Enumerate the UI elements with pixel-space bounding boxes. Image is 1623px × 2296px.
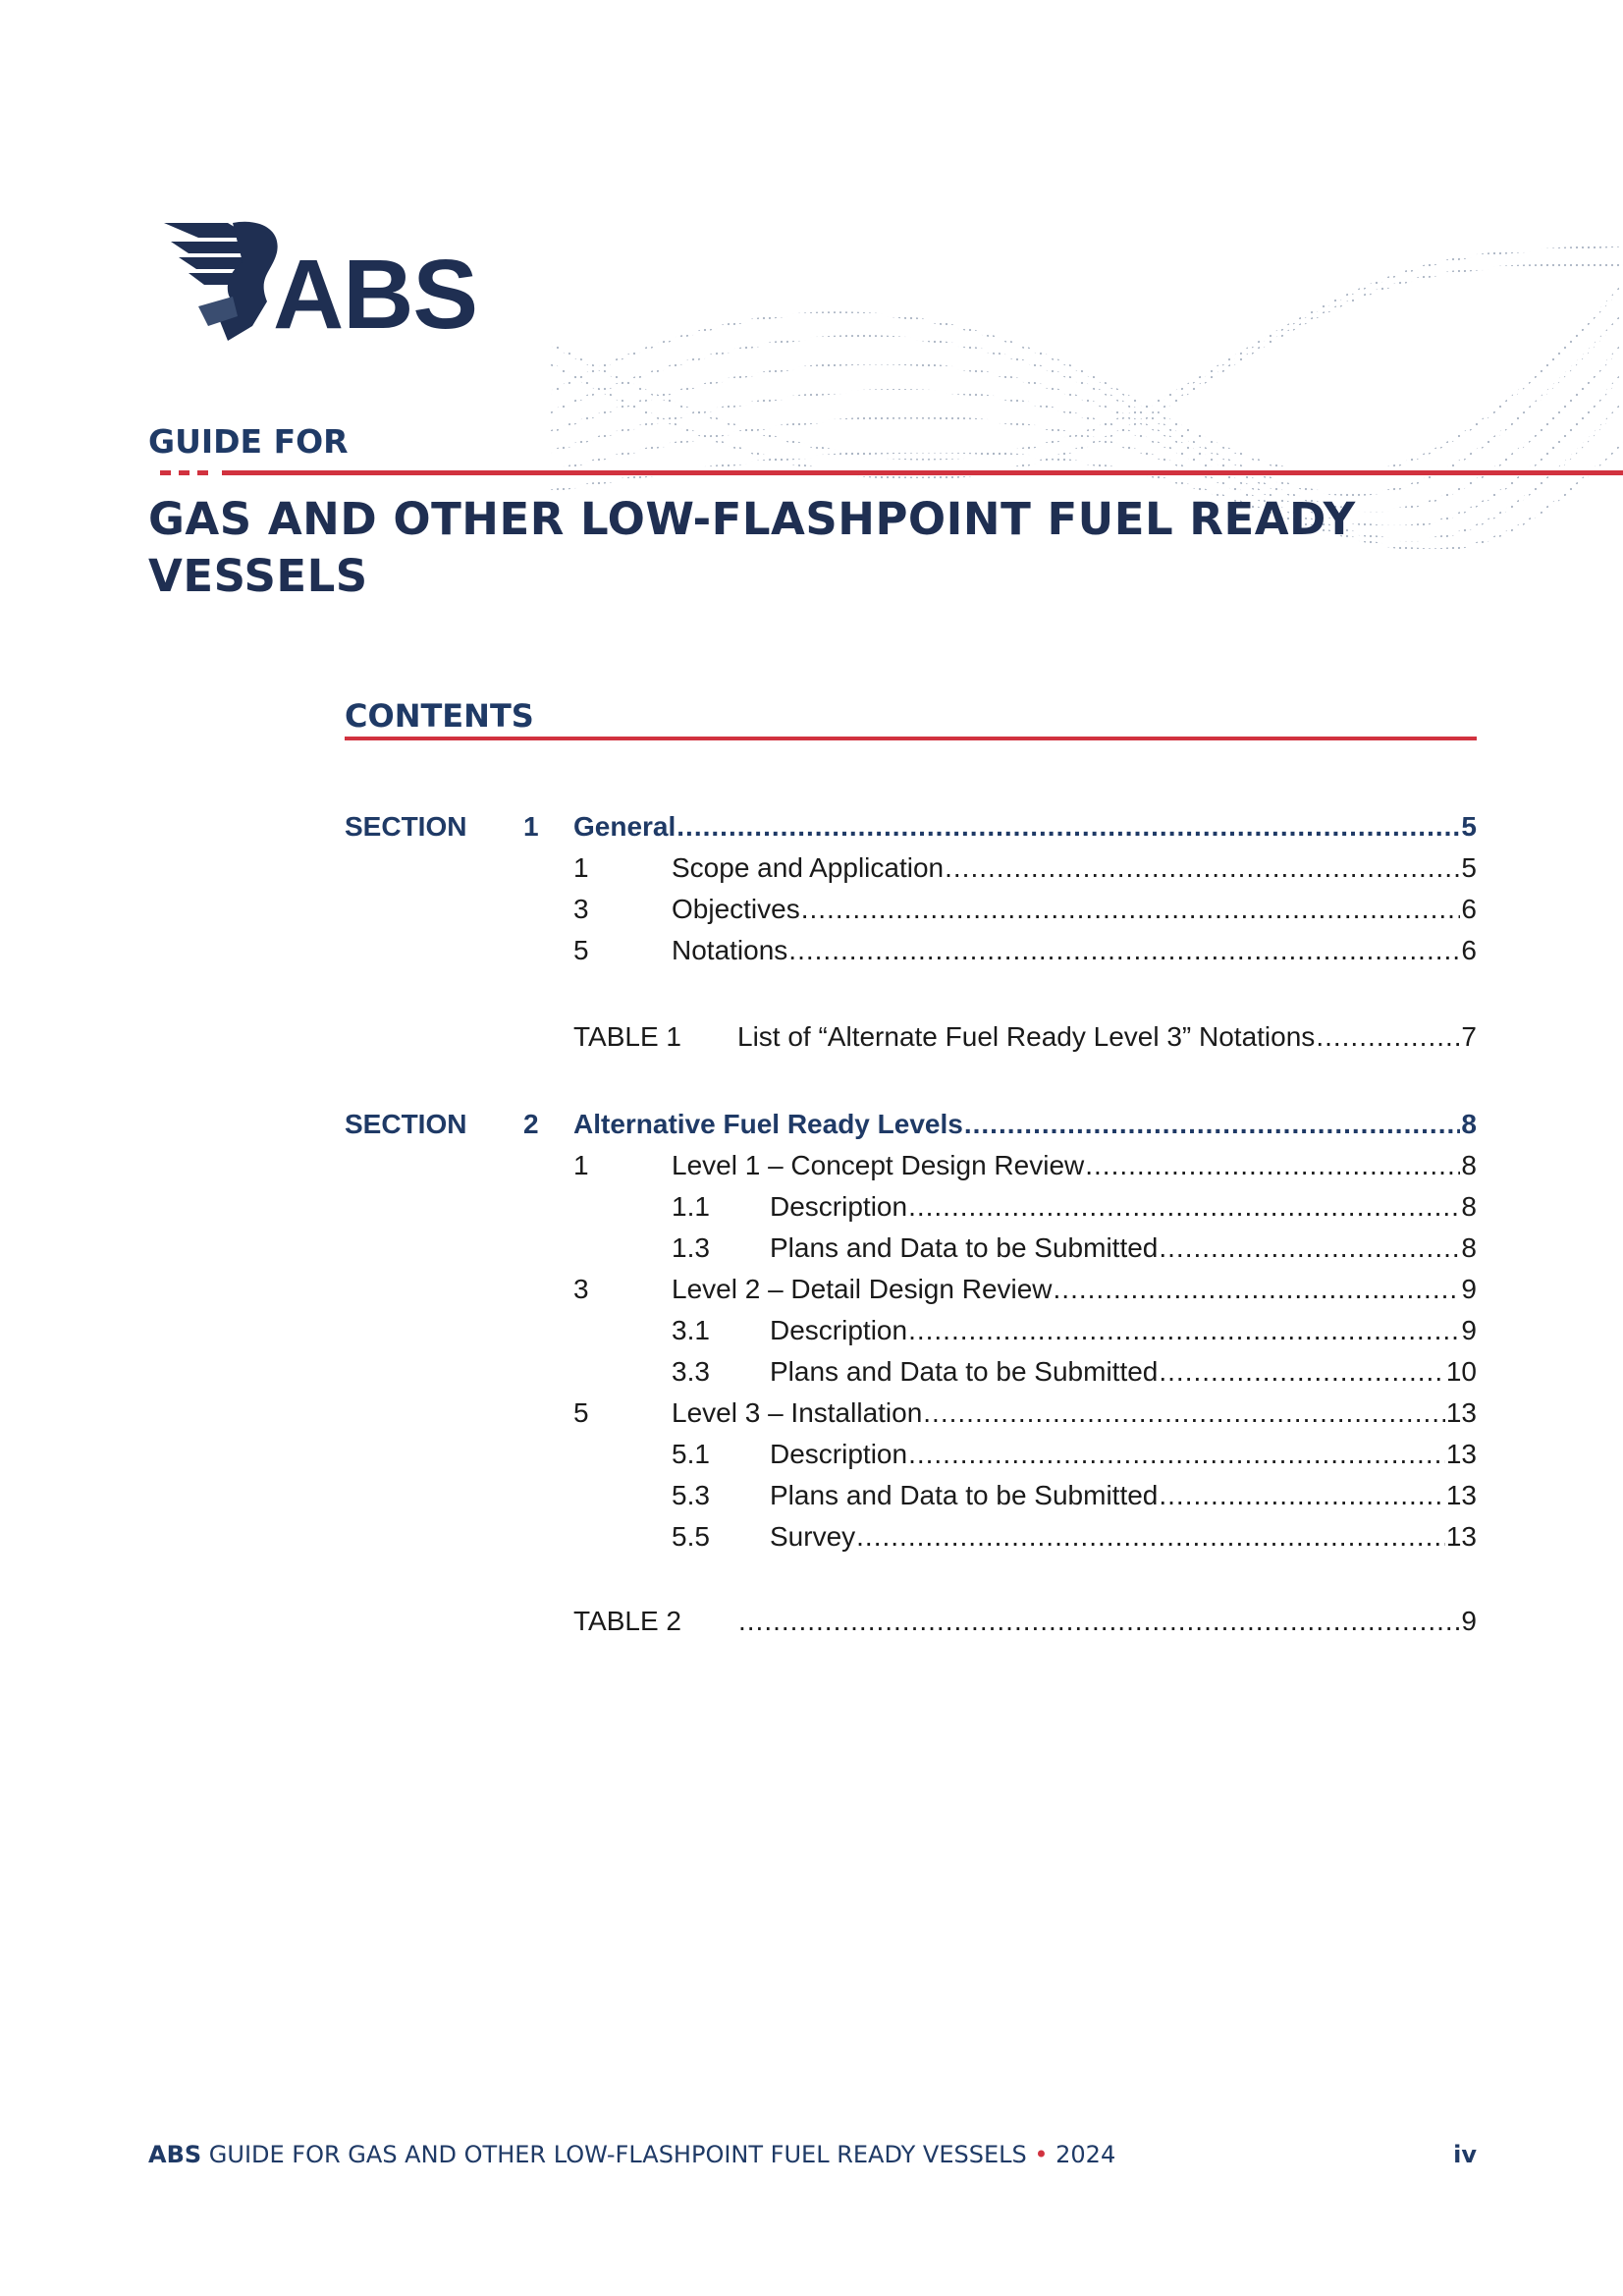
toc-entry-title: Notations <box>672 935 788 965</box>
toc-entry-level-2-plans[interactable] <box>770 1354 1477 1390</box>
toc-entry-section-1[interactable] <box>573 809 1477 845</box>
red-dash-accent <box>160 470 208 475</box>
toc-item-number: 5.1 <box>672 1439 710 1469</box>
toc-entry-page: 6 <box>1461 894 1477 924</box>
footer-separator: • <box>1034 2141 1049 2168</box>
toc-entry-title: Description <box>770 1315 908 1345</box>
section-2-number: 2 <box>523 1109 539 1139</box>
toc-entry-objectives[interactable] <box>672 892 1477 927</box>
toc-item-number: 5.3 <box>672 1480 710 1510</box>
footer-brand: ABS <box>148 2141 202 2168</box>
toc-item-number: 5 <box>573 1397 589 1428</box>
toc-entry-scope[interactable] <box>672 850 1477 886</box>
toc-entry-title: Alternative Fuel Ready Levels <box>573 1109 963 1139</box>
toc-entry-level-3-plans[interactable] <box>770 1478 1477 1513</box>
toc-table-label: TABLE 1 <box>573 1021 681 1052</box>
toc-entry-table-1[interactable] <box>737 1019 1477 1055</box>
toc-entry-level-1-description[interactable] <box>770 1189 1477 1225</box>
document-title <box>148 491 1385 605</box>
toc-entry-page: 13 <box>1445 1480 1477 1510</box>
toc-entry-section-2[interactable] <box>573 1107 1477 1142</box>
toc-entry-level-2-description[interactable] <box>770 1313 1477 1348</box>
toc-entry-page: 9 <box>1461 1606 1477 1636</box>
toc-entry-page: 7 <box>1461 1021 1477 1052</box>
toc-entry-page: 13 <box>1445 1397 1477 1428</box>
page-footer <box>148 2141 1477 2168</box>
section-1-number: 1 <box>523 811 539 842</box>
toc-item-number: 3 <box>573 894 589 924</box>
toc-entry-table-2[interactable] <box>737 1604 1477 1639</box>
title-line-1: GAS AND OTHER LOW-FLASHPOINT FUEL READY <box>148 493 1356 545</box>
toc-entry-page: 13 <box>1445 1521 1477 1552</box>
toc-entry-page: 13 <box>1445 1439 1477 1469</box>
toc-entry-level-2[interactable] <box>672 1272 1477 1307</box>
toc-entry-page: 9 <box>1461 1315 1477 1345</box>
toc-entry-page: 8 <box>1461 1232 1477 1263</box>
toc-entry-title: Scope and Application <box>672 852 945 883</box>
toc-entry-title: Description <box>770 1191 908 1222</box>
toc-entry-page: 10 <box>1445 1356 1477 1387</box>
toc-entry-page: 6 <box>1461 935 1477 965</box>
toc-entry-title: Plans and Data to be Submitted <box>770 1356 1159 1387</box>
toc-item-number: 3.1 <box>672 1315 710 1345</box>
toc-entry-title: General <box>573 811 676 842</box>
toc-item-number: 1.3 <box>672 1232 710 1263</box>
toc-entry-level-1[interactable] <box>672 1148 1477 1183</box>
toc-table-label: TABLE 2 <box>573 1606 681 1636</box>
toc-entry-title: List of “Alternate Fuel Ready Level 3” Notations <box>737 1021 1316 1052</box>
toc-item-number: 1 <box>573 1150 589 1180</box>
guide-for-label: GUIDE FOR <box>148 422 349 461</box>
toc-entry-title: Level 3 – Installation <box>672 1397 923 1428</box>
contents-divider <box>345 737 1477 740</box>
contents-heading: CONTENTS <box>345 697 534 735</box>
toc-entry-level-1-plans[interactable] <box>770 1230 1477 1266</box>
toc-item-number: 1.1 <box>672 1191 710 1222</box>
section-1-label: SECTION <box>345 811 467 842</box>
page-number: iv <box>1453 2141 1477 2168</box>
toc-item-number: 5.5 <box>672 1521 710 1552</box>
toc-item-number: 3.3 <box>672 1356 710 1387</box>
footer-year: 2024 <box>1048 2141 1116 2168</box>
toc-entry-title: Plans and Data to be Submitted <box>770 1480 1159 1510</box>
toc-entry-page: 5 <box>1461 852 1477 883</box>
toc-entry-level-3[interactable] <box>672 1395 1477 1431</box>
title-line-2: VESSELS <box>148 550 368 602</box>
toc-entry-level-3-survey[interactable] <box>770 1519 1477 1555</box>
toc-entry-title: Objectives <box>672 894 800 924</box>
toc-entry-title: Description <box>770 1439 908 1469</box>
toc-entry-page: 9 <box>1461 1274 1477 1304</box>
toc-entry-title: Survey <box>770 1521 856 1552</box>
abs-logo-text: ABS <box>273 240 478 350</box>
toc-entry-title: Level 1 – Concept Design Review <box>672 1150 1085 1180</box>
toc-item-number: 3 <box>573 1274 589 1304</box>
toc-item-number: 1 <box>573 852 589 883</box>
toc-entry-page: 8 <box>1461 1150 1477 1180</box>
section-2-label: SECTION <box>345 1109 467 1139</box>
toc-entry-title: Level 2 – Detail Design Review <box>672 1274 1053 1304</box>
toc-entry-page: 8 <box>1461 1109 1477 1139</box>
toc-entry-level-3-description[interactable] <box>770 1437 1477 1472</box>
title-divider <box>222 470 1623 475</box>
toc-entry-page: 8 <box>1461 1191 1477 1222</box>
toc-item-number: 5 <box>573 935 589 965</box>
toc-entry-title: Plans and Data to be Submitted <box>770 1232 1159 1263</box>
toc-entry-notations[interactable] <box>672 933 1477 968</box>
footer-title: GUIDE FOR GAS AND OTHER LOW-FLASHPOINT FUEL READY VESSELS <box>201 2141 1035 2168</box>
toc-entry-page: 5 <box>1461 811 1477 842</box>
